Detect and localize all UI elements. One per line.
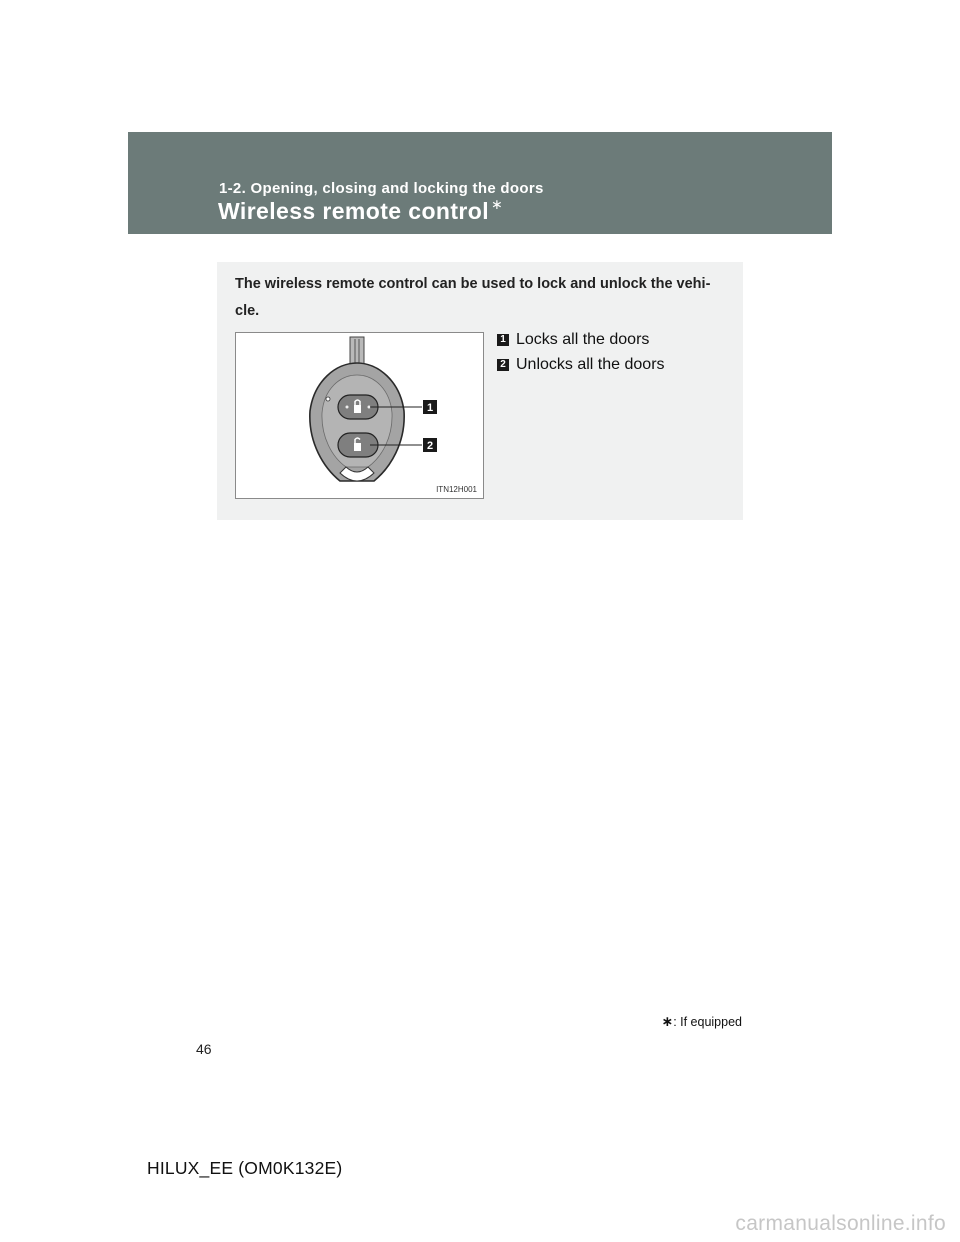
page-number: 46 [196,1041,212,1057]
asterisk-icon: ∗ [661,1013,674,1029]
footnote-text: : If equipped [673,1015,742,1029]
intro-text: The wireless remote control can be used to lock and unlock the vehi-cle. [235,276,711,319]
figure-code: ITN12H001 [436,485,477,494]
legend-text: Locks all the doors [516,330,650,348]
footnote [661,1013,742,1030]
if-equipped-mark: ∗ [491,196,504,212]
remote-key-illustration [236,333,485,500]
lock-icon [354,405,361,413]
legend-item-unlock [497,352,665,377]
document-id: HILUX_EE (OM0K132E) [147,1158,343,1178]
page-title [218,198,503,225]
legend-text: Unlocks all the doors [516,355,665,373]
legend-number: 1 [497,334,509,346]
legend-item-lock [497,327,665,352]
legend-number: 2 [497,359,509,371]
unlock-icon [354,443,361,451]
remote-control-figure [235,332,484,499]
page-title-text: Wireless remote control [218,198,490,224]
watermark[interactable]: carmanualsonline.info [735,1212,946,1235]
section-label: 1-2. Opening, closing and locking the doors [219,180,544,197]
callout-2: 2 [426,440,434,452]
callout-1: 1 [426,402,434,414]
legend [497,327,665,377]
